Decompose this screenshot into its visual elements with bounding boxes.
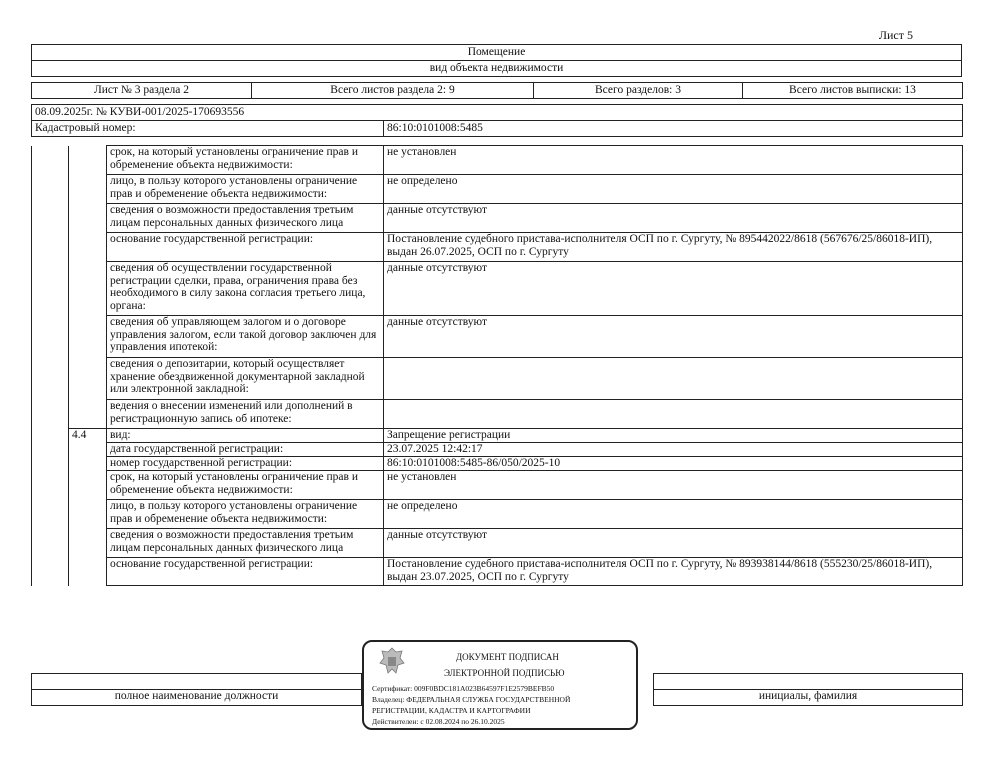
table-row <box>32 204 963 233</box>
row-value: данные отсутствуют <box>384 529 963 558</box>
table-row <box>32 443 963 457</box>
encumbrance-table <box>31 145 963 586</box>
position-title-label: полное наименование должности <box>32 690 362 706</box>
row-label: сведения об управляющем залогом и о договоре управления залогом, если такой договор заключен для управления ипотекой: <box>107 316 384 358</box>
row-value <box>384 400 963 429</box>
table-row <box>32 471 963 500</box>
row-label: сведения об осуществлении государственной регистрации сделки, права, ограничения права без необходимого в силу закона согласия третьего лица, органа: <box>107 262 384 316</box>
total-sheets-extract: Всего листов выписки: 13 <box>743 83 963 99</box>
row-label: вид: <box>107 429 384 443</box>
row-label: ведения о внесении изменений или дополнений в регистрационную запись об ипотеке: <box>107 400 384 429</box>
table-row <box>32 457 963 471</box>
row-value: 23.07.2025 12:42:17 <box>384 443 963 457</box>
table-row <box>32 175 963 204</box>
row-value: данные отсутствуют <box>384 316 963 358</box>
row-value: не установлен <box>384 471 963 500</box>
table-row <box>32 400 963 429</box>
row-value: данные отсутствуют <box>384 262 963 316</box>
entry-number: 4.4 <box>69 429 107 443</box>
row-label: лицо, в пользу которого установлены ограничение прав и обременение объекта недвижимости: <box>107 175 384 204</box>
electronic-signature-stamp <box>362 640 638 730</box>
row-label: дата государственной регистрации: <box>107 443 384 457</box>
sheet-of-section: Лист № 3 раздела 2 <box>32 83 252 99</box>
row-label: сведения о возможности предоставления третьим лицам персональных данных физического лица <box>107 204 384 233</box>
table-row <box>32 358 963 400</box>
table-row <box>32 233 963 262</box>
row-value: не установлен <box>384 146 963 175</box>
cadastral-table <box>31 104 963 137</box>
row-label: сведения о депозитарии, который осуществляет хранение обездвиженной документарной закладной или электронной закладной: <box>107 358 384 400</box>
row-value: не определено <box>384 500 963 529</box>
row-label: основание государственной регистрации: <box>107 558 384 586</box>
table-row <box>32 429 963 443</box>
row-value <box>384 358 963 400</box>
table-row <box>32 558 963 586</box>
sheet-number: Лист 5 <box>878 28 913 42</box>
table-row <box>32 146 963 175</box>
row-value: не определено <box>384 175 963 204</box>
total-sections: Всего разделов: 3 <box>534 83 743 99</box>
row-label: срок, на который установлены ограничение прав и обременение объекта недвижимости: <box>107 471 384 500</box>
row-label: основание государственной регистрации: <box>107 233 384 262</box>
row-label: номер государственной регистрации: <box>107 457 384 471</box>
row-label: срок, на который установлены ограничение прав и обременение объекта недвижимости: <box>107 146 384 175</box>
row-value: Постановление судебного пристава-исполнителя ОСП по г. Сургуту, № 895442022/8618 (567676/25/86018-ИП), выдан 26.07.2025, ОСП по г. Сургуту <box>384 233 963 262</box>
row-label: лицо, в пользу которого установлены ограничение прав и обременение объекта недвижимости: <box>107 500 384 529</box>
emblem-icon <box>378 646 406 676</box>
total-sheets-section: Всего листов раздела 2: 9 <box>252 83 534 99</box>
table-row <box>32 500 963 529</box>
object-type-title: Помещение <box>32 45 962 61</box>
row-label: сведения о возможности предоставления третьим лицам персональных данных физического лица <box>107 529 384 558</box>
row-value: Постановление судебного пристава-исполнителя ОСП по г. Сургуту, № 893938144/8618 (555230/25/86018-ИП), выдан 23.07.2025, ОСП по г. Сургуту <box>384 558 963 586</box>
extract-date-number: 08.09.2025г. № КУВИ-001/2025-170693556 <box>32 105 963 121</box>
sheet-info-table <box>31 82 963 99</box>
row-value: данные отсутствуют <box>384 204 963 233</box>
cadastral-number-value: 86:10:0101008:5485 <box>384 121 963 137</box>
validity-line: Действителен: с 02.08.2024 по 26.10.2025 <box>372 717 505 726</box>
row-value: 86:10:0101008:5485-86/050/2025-10 <box>384 457 963 471</box>
cadastral-number-label: Кадастровый номер: <box>32 121 384 137</box>
table-row <box>32 262 963 316</box>
certificate-line: Сертификат: 009F0BDC181A023B64597F1E2579BEFB50 <box>372 684 555 693</box>
initials-surname-label: инициалы, фамилия <box>654 690 963 706</box>
signed-subtitle: ЭЛЕКТРОННОЙ ПОДПИСЬЮ <box>444 668 565 678</box>
row-value: Запрещение регистрации <box>384 429 963 443</box>
table-row <box>32 529 963 558</box>
owner-line-2: РЕГИСТРАЦИИ, КАДАСТРА И КАРТОГРАФИИ <box>372 706 531 715</box>
header-table <box>31 44 962 77</box>
object-type-caption: вид объекта недвижимости <box>32 61 962 77</box>
table-row <box>32 316 963 358</box>
owner-line-1: Владелец: ФЕДЕРАЛЬНАЯ СЛУЖБА ГОСУДАРСТВЕННОЙ <box>372 695 571 704</box>
signed-title: ДОКУМЕНТ ПОДПИСАН <box>456 652 559 662</box>
